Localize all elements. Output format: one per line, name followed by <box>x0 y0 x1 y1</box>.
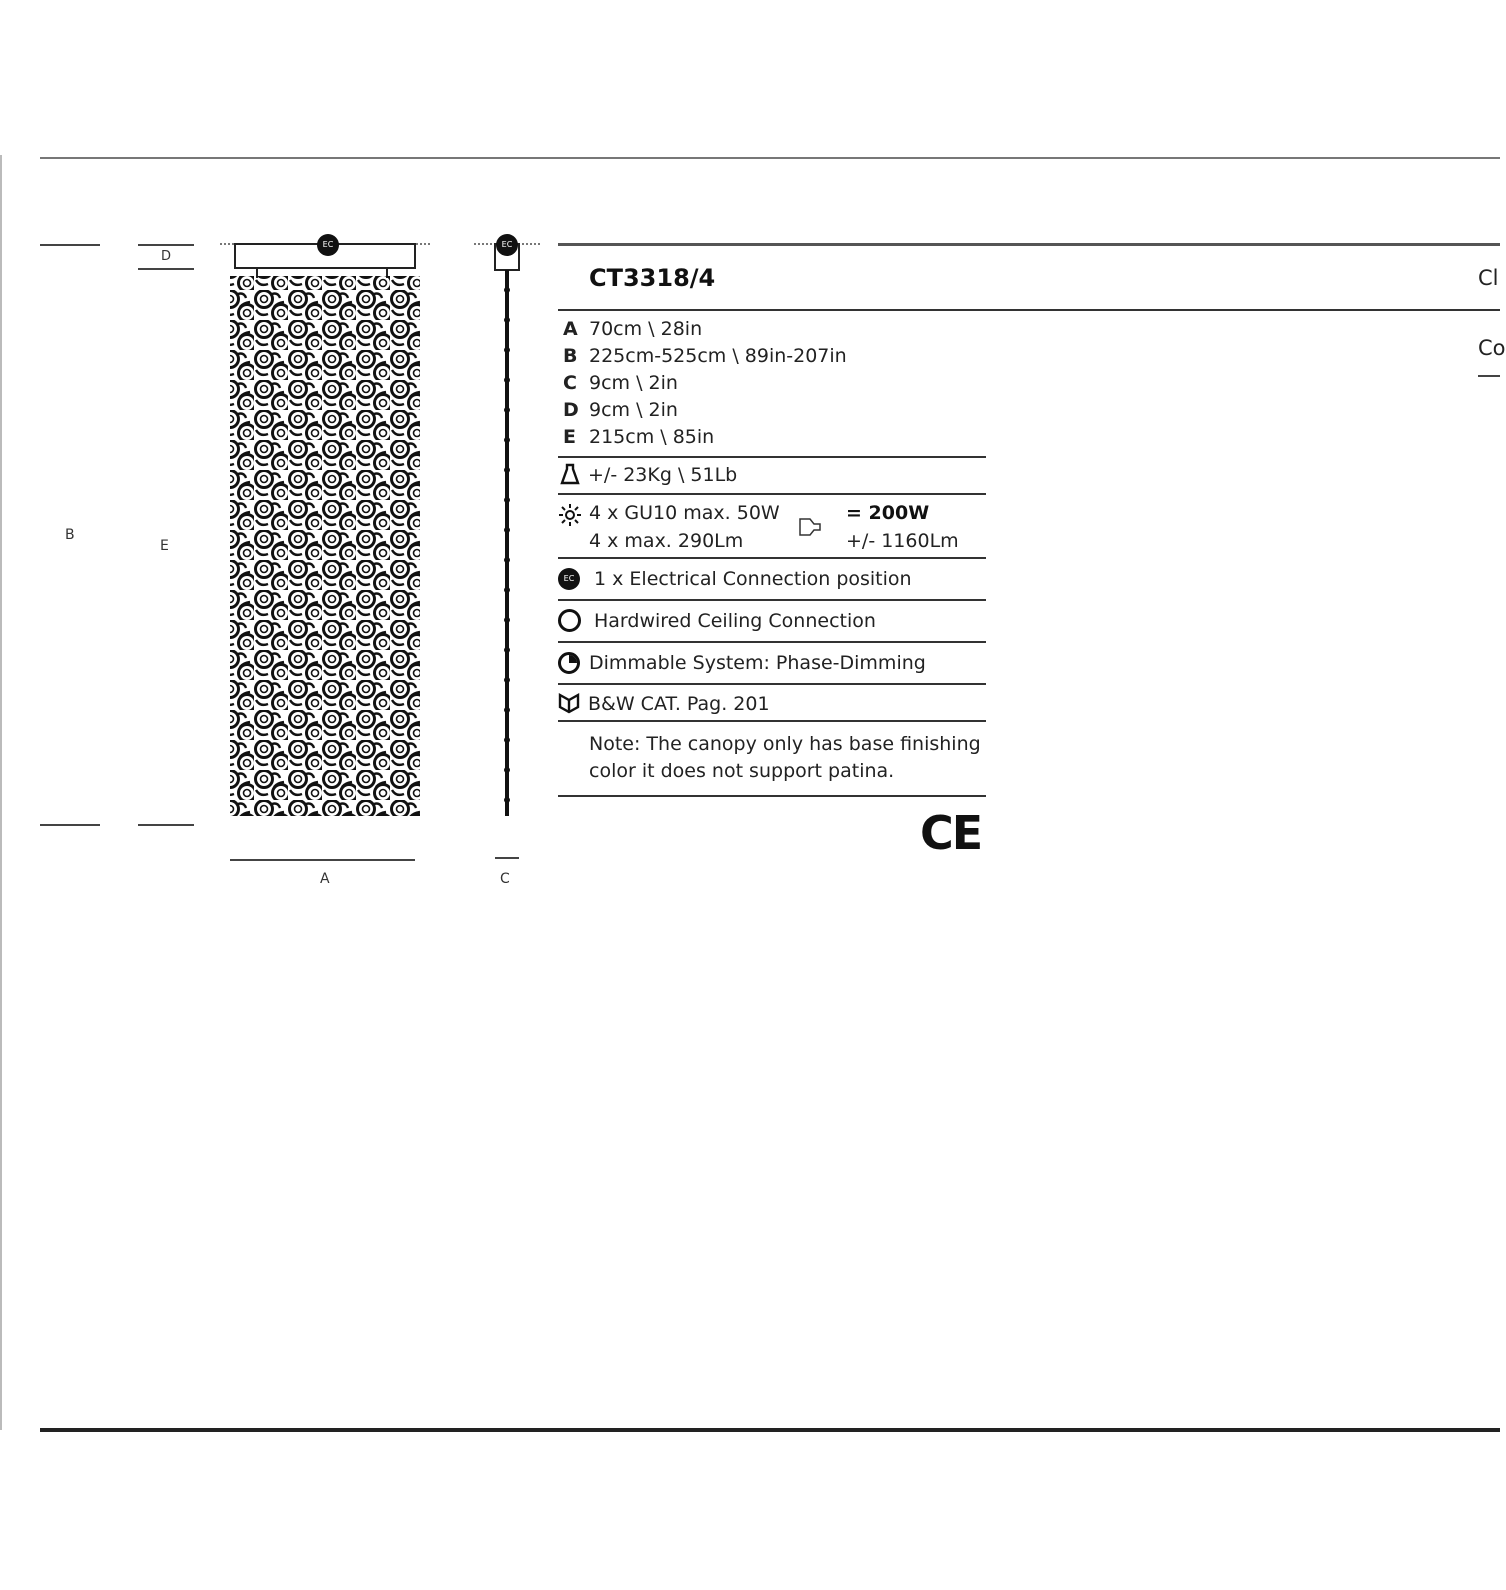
note-line-1: Note: The canopy only has base finishing <box>589 733 981 755</box>
electrical-text: 1 x Electrical Connection position <box>594 568 912 590</box>
ceiling-text: Hardwired Ceiling Connection <box>594 610 876 632</box>
dim-e-bottom-line <box>138 824 194 826</box>
dim-value-c: 9cm \ 2in <box>589 372 678 394</box>
ec-icon-label: EC <box>563 574 575 583</box>
side-view-drawing <box>470 230 540 850</box>
separator-8 <box>558 795 986 797</box>
note-line-2: color it does not support patina. <box>589 760 895 782</box>
lamp-total-lumen: +/- 1160Lm <box>846 530 959 552</box>
separator-5 <box>558 641 986 643</box>
dimmable-text: Dimmable System: Phase-Dimming <box>589 652 926 674</box>
dim-letter-c: C <box>563 372 577 394</box>
dim-label-b: B <box>65 527 75 543</box>
ring-icon <box>558 609 581 632</box>
lamp-total-icon <box>798 516 824 538</box>
right-clipped-rule <box>1478 375 1500 377</box>
dim-d-top-line <box>138 244 194 246</box>
front-view-drawing <box>220 230 440 840</box>
separator-1 <box>558 456 986 458</box>
bottom-rule <box>40 1428 1500 1432</box>
dim-value-b: 225cm-525cm \ 89in-207in <box>589 345 847 367</box>
catalog-text: B&W CAT. Pag. 201 <box>588 693 770 715</box>
ec-badge-front-label: EC <box>322 240 334 249</box>
spec-top-rule <box>558 243 1500 246</box>
left-border <box>0 155 2 1430</box>
separator-3 <box>558 557 986 559</box>
dim-label-a: A <box>320 871 330 887</box>
top-rule <box>40 157 1500 159</box>
separator-2 <box>558 493 986 495</box>
ce-mark-icon <box>920 806 981 860</box>
dim-letter-d: D <box>563 399 579 421</box>
weight-icon <box>560 463 580 485</box>
ec-badge-side <box>496 234 518 256</box>
ec-badge-front <box>317 234 339 256</box>
lamp-total-watts: = 200W <box>846 502 930 524</box>
dim-label-c: C <box>500 871 510 887</box>
product-code: CT3318/4 <box>589 264 716 292</box>
separator-4 <box>558 599 986 601</box>
dim-label-e: E <box>160 538 169 554</box>
ce-mark-text: CE <box>920 806 982 860</box>
dim-value-e: 215cm \ 85in <box>589 426 715 448</box>
dim-label-d: D <box>161 249 172 264</box>
right-clipped-heading: Cl <box>1478 266 1499 290</box>
dim-d-bottom-line <box>138 268 194 270</box>
catalog-icon <box>557 691 581 715</box>
dim-value-a: 70cm \ 28in <box>589 318 703 340</box>
right-clipped-label: Co <box>1478 336 1506 360</box>
lamp-line-1: 4 x GU10 max. 50W <box>589 502 780 524</box>
bulb-icon <box>558 503 582 527</box>
separator-6 <box>558 683 986 685</box>
weight-value: +/- 23Kg \ 51Lb <box>588 464 738 486</box>
dimmer-icon <box>557 651 581 675</box>
ec-badge-side-label: EC <box>501 240 513 249</box>
dim-letter-a: A <box>563 318 578 340</box>
ec-icon <box>558 568 580 590</box>
dim-value-d: 9cm \ 2in <box>589 399 678 421</box>
dim-letter-e: E <box>563 426 576 448</box>
dim-letter-b: B <box>563 345 578 367</box>
spec-header-rule <box>558 309 1500 311</box>
separator-7 <box>558 720 986 722</box>
dim-b-bottom-line <box>40 824 100 826</box>
lamp-line-2: 4 x max. 290Lm <box>589 530 744 552</box>
dim-b-top-line <box>40 244 100 246</box>
